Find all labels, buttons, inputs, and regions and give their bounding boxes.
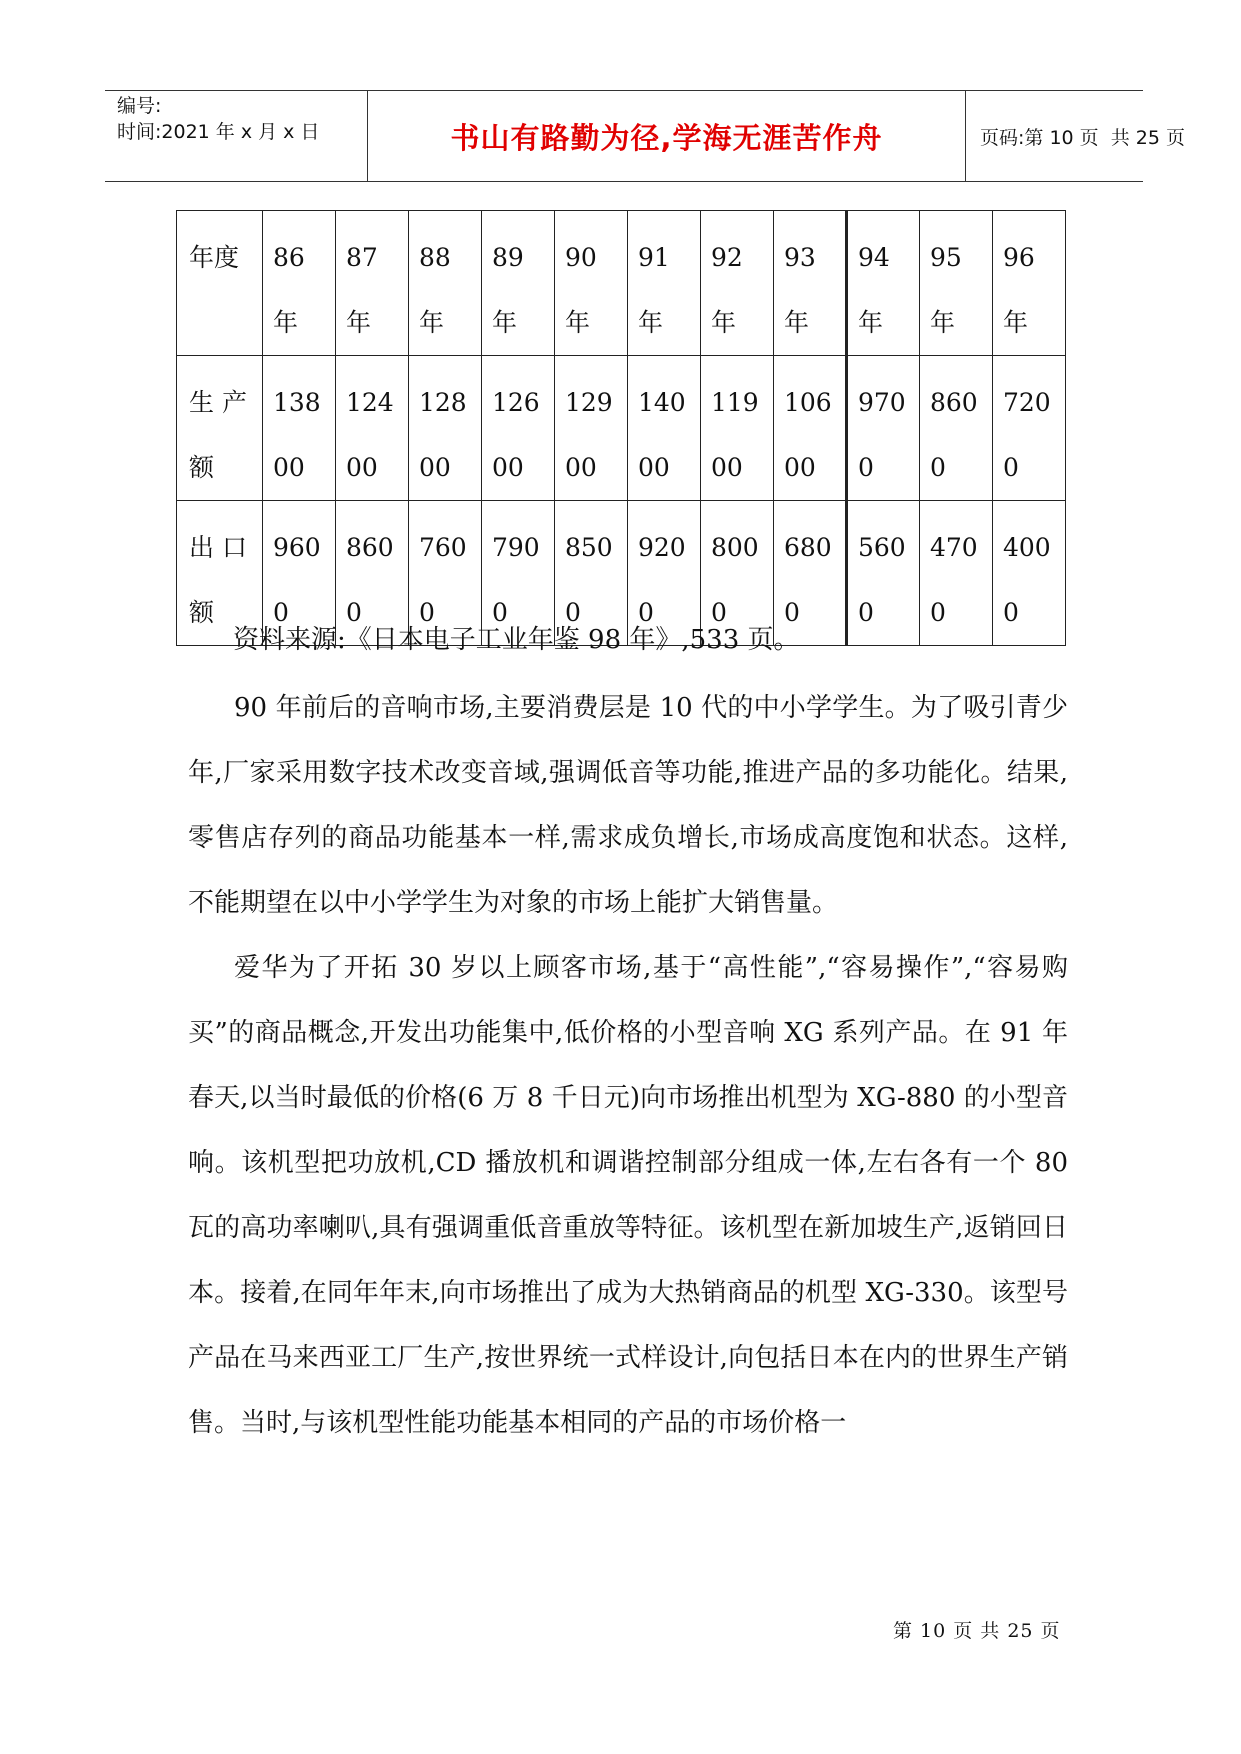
cell-line: 00 [419,453,451,482]
row-header-line: 年度 [189,243,240,272]
table-cell [847,501,920,646]
cell-line: 0 [930,453,946,482]
paragraph-1: 90 年前后的音响市场,主要消费层是 10 代的中小学学生。为了吸引青少年,厂家采用数字技术改变音域,强调低音等功能,推进产品的多功能化。结果,零售店存列的商品功能基本一样,需求成负增长,市场成高度饱和状态。这样,不能期望在以中小学学生为对象的市场上能扩大销售量。 [188,693,1068,918]
table-row [177,211,1066,356]
table-cell [555,356,628,501]
table-cell [263,356,336,501]
paragraph-2: 爱华为了开拓 30 岁以上顾客市场,基于“高性能”,“容易操作”,“容易购买”的商品概念,开发出功能集中,低价格的小型音响 XG 系列产品。在 91 年春天,以当时最低的价格(6 万 8 千日元)向市场推出机型为 XG-880 的小型音响。该机型把功放机,CD 播放机和调谐控制部分组成一体,左右各有一个 80 瓦的高功率喇叭,具有强调重低音重放等特征。该机型在新加坡生产,返销回日本。接着,在同年年末,向市场推出了成为大热销商品的机型 XG-330。该型号产品在马来西亚工厂生产,按世界统一式样设计,向包括日本在内的世界生产销售。当时,与该机型性能功能基本相同的产品的市场价格一 [188,953,1068,1438]
cell-line: 560 [858,533,906,562]
table-cell [701,211,774,356]
cell-line: 90 [565,243,597,272]
cell-line: 129 [565,388,613,417]
cell-line: 0 [638,598,654,627]
table-cell [482,356,555,501]
cell-line: 89 [492,243,524,272]
production-export-table [176,210,1066,646]
table-row-header [177,356,263,501]
cell-line: 00 [638,453,670,482]
row-header-line: 出 口 [189,533,247,562]
table-cell [336,356,409,501]
row-header-line: 生 产 [189,388,247,417]
cell-line: 680 [784,533,832,562]
cell-line: 790 [492,533,540,562]
table-row-header [177,211,263,356]
table-cell [993,211,1066,356]
cell-line: 年 [858,308,884,337]
cell-line: 年 [711,308,737,337]
cell-line: 970 [858,388,906,417]
cell-line: 年 [492,308,518,337]
document-number-label: 编号: [117,95,162,117]
cell-line: 87 [346,243,378,272]
table-cell [847,356,920,501]
table-cell [263,211,336,356]
cell-line: 86 [273,243,305,272]
cell-line: 0 [858,598,874,627]
header-page-info [966,91,1185,181]
cell-line: 800 [711,533,759,562]
cell-line: 128 [419,388,467,417]
cell-line: 92 [711,243,743,272]
cell-line: 年 [930,308,956,337]
cell-line: 88 [419,243,451,272]
cell-line: 95 [930,243,962,272]
cell-line: 年 [565,308,591,337]
cell-line: 119 [711,388,759,417]
table-cell [628,356,701,501]
cell-line: 00 [492,453,524,482]
table-cell [336,211,409,356]
cell-line: 0 [346,598,362,627]
cell-line: 760 [419,533,467,562]
cell-line: 0 [784,598,800,627]
cell-line: 年 [638,308,664,337]
page-footer: 第 10 页 共 25 页 [893,1620,1061,1642]
cell-line: 0 [273,598,289,627]
cell-line: 0 [1003,598,1019,627]
document-time-label: 时间:2021 年 x 月 x 日 [117,121,320,143]
cell-line: 140 [638,388,686,417]
source-note: 资料来源:《日本电子工业年鉴 98 年》,533 页。 [233,625,800,655]
header-page-info-text: 页码:第 10 页 共 25 页 [980,126,1185,149]
table-cell [628,211,701,356]
cell-line: 年 [784,308,810,337]
cell-line: 0 [565,598,581,627]
cell-line: 94 [858,243,890,272]
header-slogan: 书山有路勤为径,学海无涯苦作舟 [368,91,966,181]
cell-line: 860 [930,388,978,417]
cell-line: 124 [346,388,394,417]
cell-line: 00 [784,453,816,482]
cell-line: 138 [273,388,321,417]
cell-line: 0 [711,598,727,627]
cell-line: 0 [1003,453,1019,482]
cell-line: 850 [565,533,613,562]
cell-line: 91 [638,243,670,272]
cell-line: 年 [419,308,445,337]
cell-line: 470 [930,533,978,562]
row-header-line [189,290,262,355]
table-cell [555,211,628,356]
table-cell [847,211,920,356]
row-header-line: 额 [189,453,215,482]
table-cell [701,356,774,501]
page-header [105,90,1185,182]
table-cell [993,356,1066,501]
table-cell [920,501,993,646]
cell-line: 0 [930,598,946,627]
cell-line: 00 [346,453,378,482]
cell-line: 年 [273,308,299,337]
cell-line: 106 [784,388,832,417]
table-cell [409,211,482,356]
cell-line: 0 [858,453,874,482]
table-cell [774,356,847,501]
table-cell [920,211,993,356]
cell-line: 126 [492,388,540,417]
cell-line: 400 [1003,533,1051,562]
cell-line: 96 [1003,243,1035,272]
cell-line: 960 [273,533,321,562]
cell-line: 00 [711,453,743,482]
body-text [188,676,1068,1456]
cell-line: 00 [273,453,305,482]
table-cell [774,211,847,356]
cell-line: 860 [346,533,394,562]
table-cell [920,356,993,501]
cell-line: 920 [638,533,686,562]
table-row [177,356,1066,501]
cell-line: 720 [1003,388,1051,417]
cell-line: 0 [492,598,508,627]
cell-line: 93 [784,243,816,272]
cell-line: 年 [346,308,372,337]
row-header-line: 额 [189,598,215,627]
cell-line: 0 [419,598,435,627]
table-cell [993,501,1066,646]
table-cell [482,211,555,356]
cell-line: 年 [1003,308,1029,337]
cell-line: 00 [565,453,597,482]
header-meta [105,91,368,181]
table-cell [409,356,482,501]
